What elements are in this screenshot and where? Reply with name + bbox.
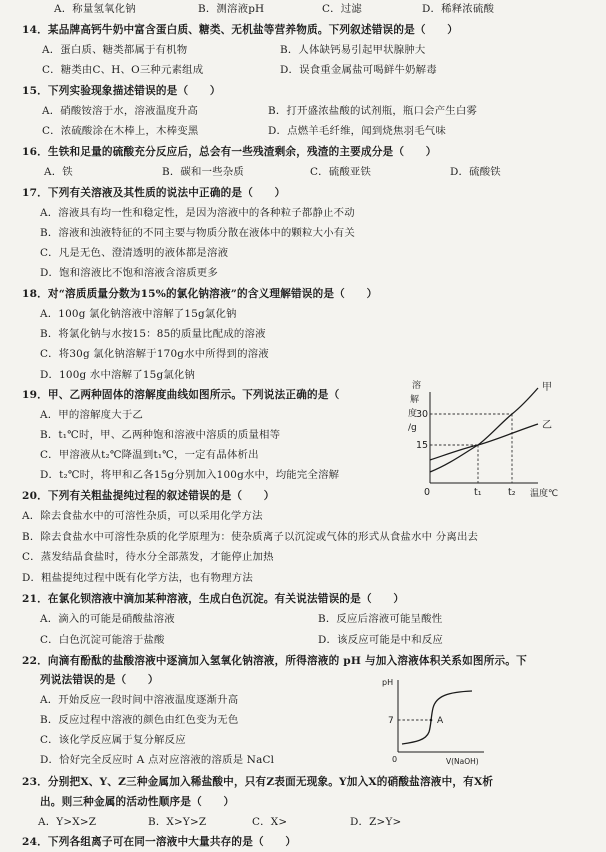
q13-option-c: C．过滤 [322, 3, 362, 15]
q13-option-a: A．称量氢氧化钠 [54, 3, 136, 15]
q15-option-d: D．点燃羊毛纤维，闻到烧焦羽毛气味 [268, 125, 446, 137]
q20-option-b: B．除去食盐水中可溶性杂质的化学原理为：使杂质离子以沉淀或气体的形式从食盐水中 分离出去 [22, 531, 479, 543]
q18-option-b: B．将氯化钠与水按15：85的质量比配成的溶液 [40, 328, 266, 340]
q22-option-d: D．恰好完全反应时 A 点对应溶液的溶质是 NaCl [40, 754, 275, 766]
q20-stem: 20．下列有关粗盐提纯过程的叙述错误的是（ ） [22, 490, 275, 502]
q18-option-c: C．将30g 氯化钠溶解于170g水中所得到的溶液 [40, 348, 269, 360]
q22-option-b: B．反应过程中溶液的颜色由红色变为无色 [40, 714, 239, 726]
ph-point-a [430, 719, 433, 722]
q16-stem: 16．生铁和足量的硫酸充分反应后，总会有一些残渣剩余，残渣的主要成分是（ ） [22, 146, 437, 158]
y-tick-30: 30 [416, 409, 429, 420]
q17-option-b: B．溶液和浊液特征的不同主要与物质分散在液体中的颗粒大小有关 [40, 227, 355, 239]
q16-option-c: C．硫酸亚铁 [310, 166, 372, 178]
q22-stem: 22．向滴有酚酞的盐酸溶液中逐滴加入氢氧化钠溶液，所得溶液的 pH 与加入溶液体积关系如图所示。下 [22, 655, 527, 667]
q23-option-a: A．Y>X>Z [38, 816, 97, 828]
q16-option-d: D．硫酸铁 [450, 166, 501, 178]
series-label-jia: 甲 [542, 382, 552, 393]
x-tick-t2: t₂ [508, 487, 516, 498]
q14-option-c: C．糖类由C、H、O三种元素组成 [42, 64, 204, 76]
q15-stem: 15．下列实验现象描述错误的是（ ） [22, 85, 221, 97]
q14-stem: 14．某品牌高钙牛奶中富含蛋白质、糖类、无机盐等营养物质。下列叙述错误的是（ ） [22, 24, 459, 36]
ph-x-label: V(NaOH) [446, 757, 479, 766]
q21-option-d: D．该反应可能是中和反应 [318, 634, 444, 646]
q17-option-c: C．凡是无色、澄清透明的液体都是溶液 [40, 247, 229, 259]
q22-option-c: C．该化学反应属于复分解反应 [40, 734, 186, 746]
q21-option-b: B．反应后溶液可能呈酸性 [318, 613, 443, 625]
q19-option-a: A．甲的溶解度大于乙 [40, 409, 144, 421]
q13-option-d: D．稀释浓硫酸 [422, 3, 495, 15]
q17-option-a: A．溶液具有均一性和稳定性，是因为溶液中的各种粒子都静止不动 [40, 207, 355, 219]
q16-option-b: B．碳和一些杂质 [162, 166, 244, 178]
x-axis-label: 温度℃ [530, 489, 559, 499]
q16-option-a: A．铁 [44, 166, 73, 178]
q20-option-d: D．粗盐提纯过程中既有化学方法，也有物理方法 [22, 572, 253, 584]
q14-option-b: B．人体缺钙易引起甲状腺肿大 [280, 44, 426, 56]
ph-titration-chart [382, 672, 492, 768]
y-label-4: /g [408, 423, 417, 433]
q24-stem: 24．下列各组离子可在同一溶液中大量共存的是（ ） [22, 836, 297, 848]
q15-option-a: A．硝酸铵溶于水，溶液温度升高 [42, 105, 198, 117]
q18-option-a: A．100g 氯化钠溶液中溶解了15g氯化钠 [40, 308, 237, 320]
q21-option-a: A．滴入的可能是硝酸盐溶液 [40, 613, 175, 625]
q22-option-a: A．开始反应一段时间中溶液温度逐渐升高 [40, 694, 239, 706]
q18-option-d: D．100g 水中溶解了15g氯化钠 [40, 369, 196, 381]
q23-option-c: C．X> [252, 816, 288, 828]
q20-option-a: A．除去食盐水中的可溶性杂质，可以采用化学方法 [22, 510, 263, 522]
q17-option-d: D．饱和溶液比不饱和溶液含溶质更多 [40, 267, 218, 279]
q14-option-a: A．蛋白质、糖类都属于有机物 [42, 44, 188, 56]
q23-option-b: B．X>Y>Z [148, 816, 207, 828]
q23-stem-cont: 出。则三种金属的活动性顺序是（ ） [40, 796, 235, 808]
y-tick-15: 15 [416, 440, 429, 451]
origin-label: 0 [424, 487, 431, 498]
q18-stem: 18．对“溶质质量分数为15%的氯化钠溶液”的含义理解错误的是（ ） [22, 288, 378, 300]
q23-option-d: D．Z>Y> [350, 816, 402, 828]
q20-option-c: C．蒸发结晶食盐时，待水分全部蒸发，才能停止加热 [22, 551, 274, 563]
x-tick-t1: t₁ [474, 487, 482, 498]
ph-point-label: A [437, 716, 444, 726]
q15-option-c: C．浓硫酸涂在木棒上，木棒变黑 [42, 125, 199, 137]
y-label-2: 解 [410, 395, 420, 405]
q19-option-d: D．t₂℃时，将甲和乙各15g分别加入100g水中，均能完全溶解 [40, 469, 340, 481]
ph-tick-7: 7 [388, 716, 394, 726]
series-label-yi: 乙 [542, 420, 552, 431]
q21-stem: 21．在氯化钡溶液中滴加某种溶液，生成白色沉淀。有关说法错误的是（ ） [22, 593, 405, 605]
q13-option-b: B．测溶液pH [198, 3, 265, 15]
q19-option-c: C．甲溶液从t₂℃降温到t₁℃，一定有晶体析出 [40, 449, 259, 461]
q19-option-b: B．t₁℃时，甲、乙两种饱和溶液中溶质的质量相等 [40, 429, 281, 441]
q15-option-b: B．打开盛浓盐酸的试剂瓶，瓶口会产生白雾 [268, 105, 478, 117]
ph-y-label: pH [382, 678, 394, 687]
ph-origin: 0 [392, 755, 398, 764]
solubility-curve-chart [398, 378, 578, 500]
q21-option-c: C．白色沉淀可能溶于盐酸 [40, 634, 165, 646]
q23-stem: 23．分别把X、Y、Z三种金属加入稀盐酸中，只有Z表面无现象。Y加入X的硝酸盐溶液中，有X析 [22, 776, 494, 788]
curve-yi [430, 424, 538, 460]
q14-option-d: D．误食重金属盐可喝鲜牛奶解毒 [280, 64, 437, 76]
q17-stem: 17．下列有关溶液及其性质的说法中正确的是（ ） [22, 187, 286, 199]
q19-stem: 19．甲、乙两种固体的溶解度曲线如图所示。下列说法正确的是（ [22, 389, 340, 401]
y-label-1: 溶 [412, 381, 422, 391]
y-label-3: 度 [408, 409, 418, 419]
q22-stem-cont: 列说法错误的是（ ） [40, 674, 159, 686]
